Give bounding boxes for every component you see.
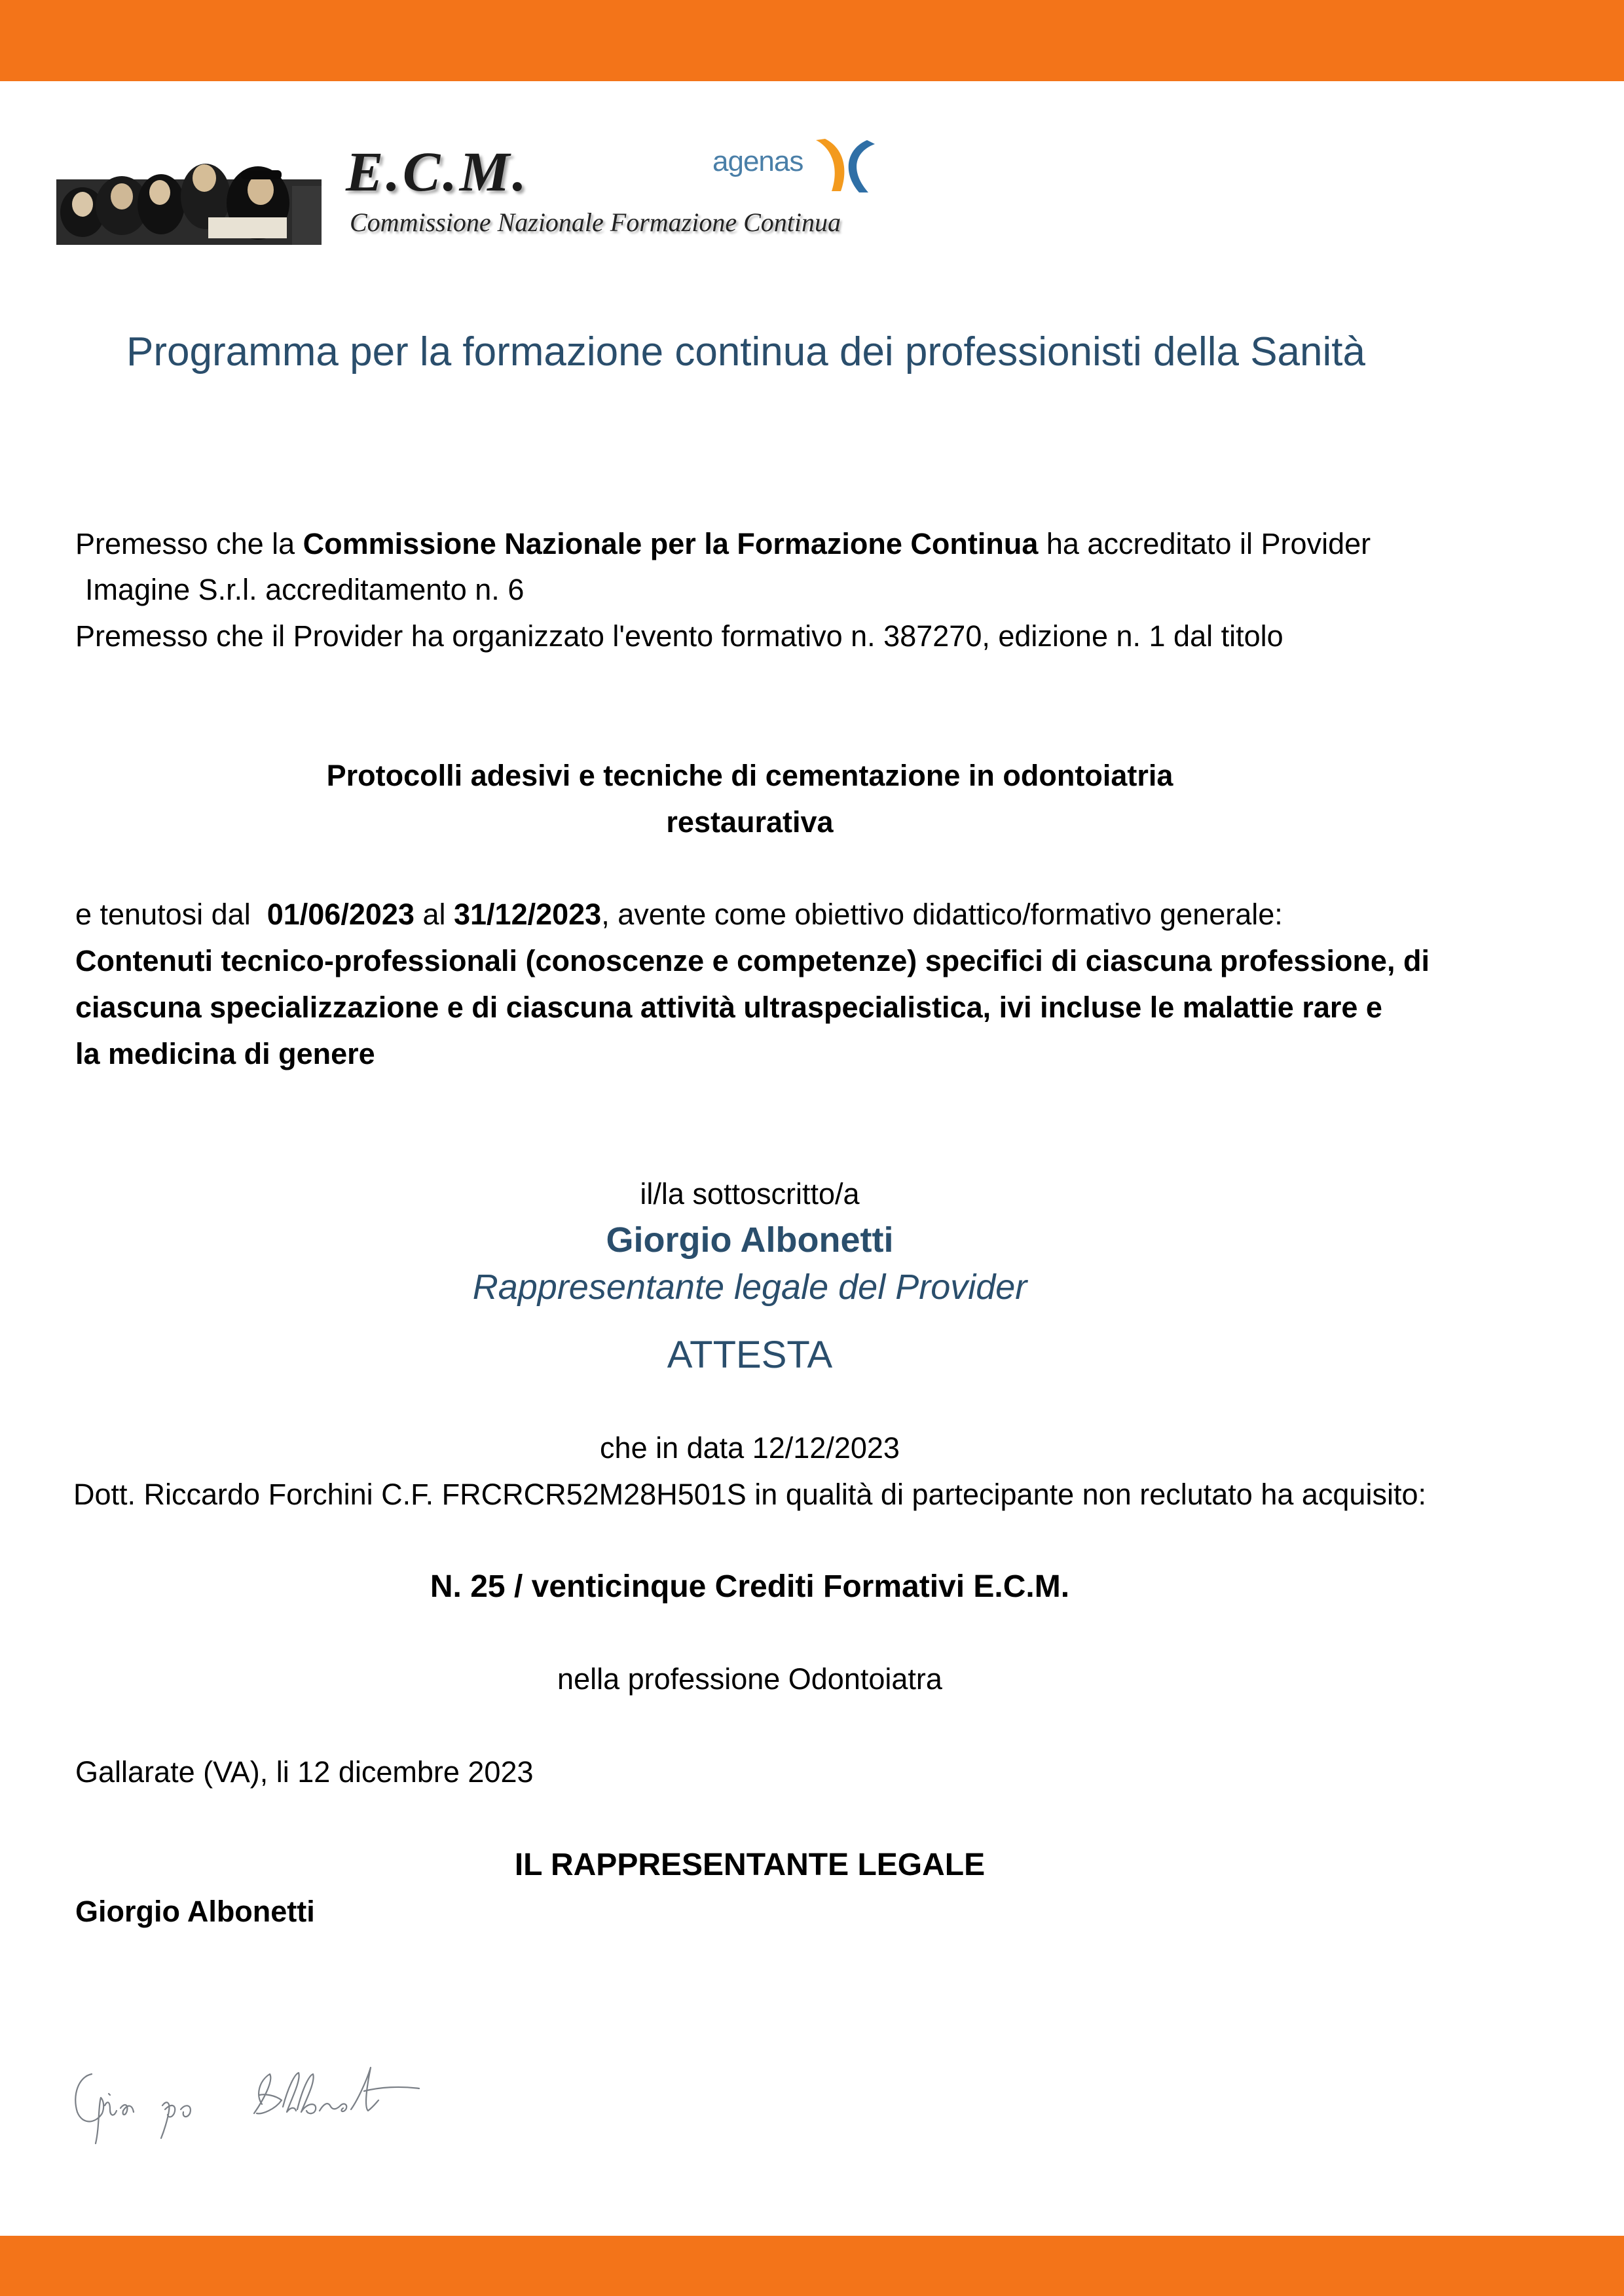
- signatory-intro: il/la sottoscritto/a: [640, 1177, 860, 1211]
- end-date: 31/12/2023: [453, 898, 602, 931]
- ecm-logo-subtitle: Commissione Nazionale Formazione Continua: [350, 208, 841, 237]
- provider-accreditation: Imagine S.r.l. accreditamento n. 6: [85, 573, 525, 606]
- place-date: Gallarate (VA), li 12 dicembre 2023: [75, 1755, 534, 1789]
- attestation-date: che in data 12/12/2023: [600, 1431, 900, 1465]
- start-date: 01/06/2023: [267, 898, 415, 931]
- legal-rep-title: IL RAPPRESENTANTE LEGALE: [514, 1848, 986, 1882]
- event-intro: Premesso che il Provider ha organizzato l'evento formativo n. 387270, edizione n. 1 dal titolo: [75, 619, 1283, 653]
- intro-line-1: [75, 526, 1371, 562]
- commission-name: Commissione Nazionale per la Formazione Continua: [303, 527, 1039, 560]
- objective-line-1: Contenuti tecnico-professionali (conoscenze e competenze) specifici di ciascuna professione, di: [75, 944, 1430, 977]
- bottom-orange-band: [0, 2236, 1624, 2296]
- event-dates: [75, 896, 1283, 933]
- dates-text: , avente come obiettivo didattico/formativo generale:: [601, 898, 1283, 931]
- event-title-line-1: Protocolli adesivi e tecniche di cementazione in odontoiatria: [326, 759, 1173, 792]
- ecm-logo-painting: [56, 140, 322, 245]
- signatory-role: Rappresentante legale del Provider: [472, 1267, 1027, 1307]
- top-orange-band: [0, 0, 1624, 81]
- objective-line-2: ciascuna specializzazione e di ciascuna attività ultraspecialistica, ivi incluse le malattie rare e: [75, 991, 1382, 1024]
- participant-line: Dott. Riccardo Forchini C.F. FRCRCR52M28H501S in qualità di partecipante non reclutato ha acquisito:: [73, 1478, 1426, 1511]
- handwritten-signature: [65, 2054, 485, 2146]
- dates-text: e tenutosi dal: [75, 898, 259, 931]
- agenas-logo-mark-icon: [812, 136, 877, 194]
- intro-text: Premesso che la: [75, 527, 303, 560]
- intro-text: ha accreditato il Provider: [1038, 527, 1371, 560]
- ecm-logo-title: E.C.M.: [346, 140, 529, 203]
- legal-rep-name: Giorgio Albonetti: [75, 1895, 315, 1928]
- attesta-heading: ATTESTA: [667, 1334, 833, 1376]
- dates-text: al: [414, 898, 454, 931]
- objective-line-3: la medicina di genere: [75, 1037, 375, 1070]
- program-title: Programma per la formazione continua dei professionisti della Sanità: [126, 329, 1365, 374]
- agenas-logo-text: agenas: [712, 145, 803, 177]
- credits-line: N. 25 / venticinque Crediti Formativi E.C.M.: [430, 1569, 1070, 1604]
- profession-line: nella professione Odontoiatra: [557, 1662, 942, 1696]
- signatory-name: Giorgio Albonetti: [606, 1220, 894, 1260]
- event-title-line-2: restaurativa: [666, 805, 834, 839]
